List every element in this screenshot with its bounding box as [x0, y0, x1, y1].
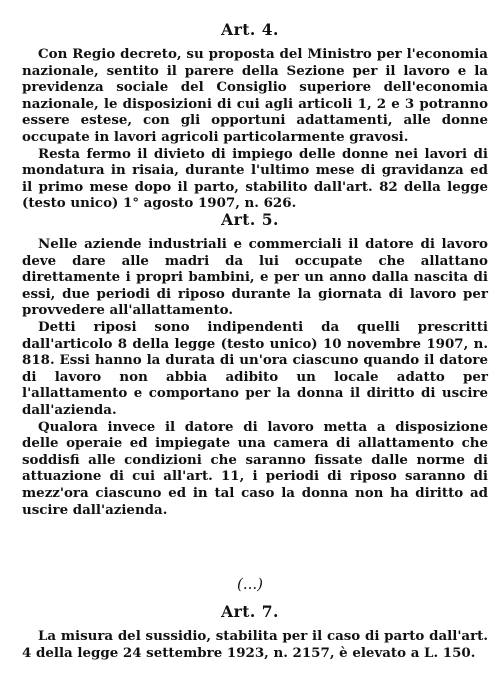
article-7-paragraph-1: La misura del sussidio, stabilita per il caso di parto dall'art. 4 della legge 24 settembre 1923, n. 2157, è elevato a L. 150. — [22, 628, 488, 661]
article-4-body — [22, 46, 488, 212]
article-5-title: Art. 5. — [221, 210, 279, 229]
article-4-paragraph-1: Con Regio decreto, su proposta del Ministro per l'economia nazionale, sentito il parere della Sezione per il lavoro e la previdenza sociale del Consiglio superiore dell'economia nazionale, le disposizioni di cui agli articoli 1, 2 e 3 potranno essere estese, con gli opportuni adattamenti, alle donne occupate in lavori agricoli particolarmente gravosi. — [22, 46, 488, 145]
omission-marker: (...) — [236, 575, 263, 593]
article-5-paragraph-3: Qualora invece il datore di lavoro metta a disposizione delle operaie ed impiegate una camera di allattamento che soddisfi alle condizioni che saranno fissate dalle norme di attuazione di cui all'art. 11, i periodi di riposo saranno di mezz'ora ciascuno ed in tal caso la donna non ha diritto ad uscire dall'azienda. — [22, 418, 488, 518]
article-7-title: Art. 7. — [221, 602, 279, 621]
article-5-body — [22, 236, 488, 518]
article-4-paragraph-2: Resta fermo il divieto di impiego delle donne nei lavori di mondatura in risaia, durante l'ultimo mese di gravidanza ed il primo mese dopo il parto, stabilito dall'art. 82 della legge (testo unico) 1° agosto 1907, n. 626. — [22, 145, 488, 212]
article-4-title: Art. 4. — [221, 20, 279, 39]
article-7-body — [22, 628, 488, 661]
article-5-paragraph-2: Detti riposi sono indipendenti da quelli prescritti dall'articolo 8 della legge (testo unico) 10 novembre 1907, n. 818. Essi hanno la durata di un'ora ciascuno quando il datore di lavoro non abbia adibito un locale adatto per l'allattamento e comportano per la donna il diritto di uscire dall'azienda. — [22, 318, 488, 418]
article-5-paragraph-1: Nelle aziende industriali e commerciali il datore di lavoro deve dare alle madri da lui occupate che allattano direttamente i propri bambini, e per un anno dalla nascita di essi, due periodi di riposo durante la giornata di lavoro per provvedere all'allattamento. — [22, 236, 488, 319]
